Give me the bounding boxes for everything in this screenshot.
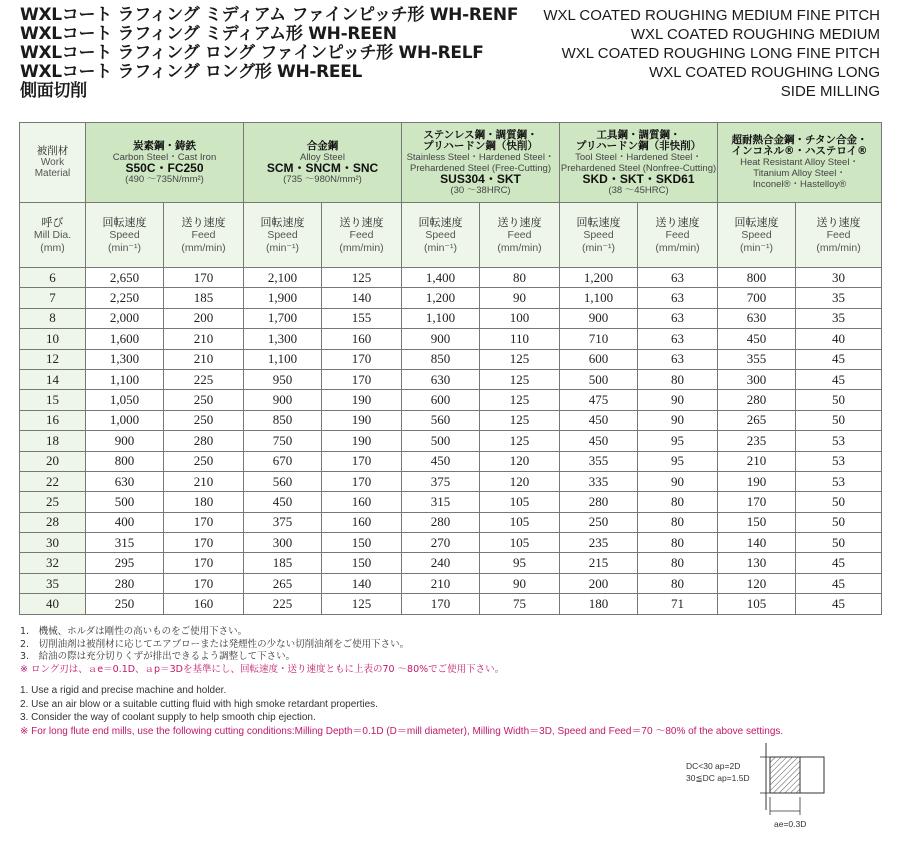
feed-cell: 30 (796, 268, 882, 288)
speed-cell: 700 (718, 288, 796, 308)
speed-cell: 450 (560, 431, 638, 451)
title-en-1: WXL COATED ROUGHING MEDIUM FINE PITCH (543, 7, 880, 24)
speed-cell: 240 (402, 553, 480, 573)
cutting-conditions-table (19, 122, 882, 615)
speed-cell: 190 (718, 471, 796, 491)
feed-cell: 90 (638, 410, 718, 430)
feed-cell: 53 (796, 451, 882, 471)
speed-cell: 1,100 (86, 369, 164, 389)
work-material-header: 被削材 Work Material (20, 123, 86, 203)
speed-cell: 1,100 (402, 308, 480, 328)
cutting-depth-svg (684, 735, 834, 835)
speed-cell: 900 (86, 431, 164, 451)
title-en-5: SIDE MILLING (780, 83, 880, 100)
diagram-ae: ae=0.3D (774, 819, 807, 829)
feed-cell: 140 (322, 573, 402, 593)
feed-cell: 185 (164, 288, 244, 308)
material-header-alloy-steel: 合金鋼 Alloy Steel SCM・SNCM・SNC (735 ～980N/mm²) (244, 123, 402, 203)
speed-cell: 1,200 (402, 288, 480, 308)
speed-cell: 710 (560, 329, 638, 349)
note-en-1: 1. Use a rigid and precise machine and holder. (20, 685, 227, 696)
speed-cell: 105 (718, 594, 796, 614)
speed-cell: 280 (560, 492, 638, 512)
speed-cell: 800 (86, 451, 164, 471)
feed-cell: 50 (796, 533, 882, 553)
table-row (20, 431, 882, 451)
feed-cell: 190 (322, 410, 402, 430)
table-row (20, 553, 882, 573)
note-en-long-flute: ※ For long flute end mills, use the following cutting conditions:Milling Depth＝0.1D (D＝mill diameter), Milling Width＝3D, Speed and Feed＝70 ～80% of the above settings. (20, 725, 784, 737)
feed-cell: 71 (638, 594, 718, 614)
feed-cell: 125 (322, 594, 402, 614)
feed-cell: 53 (796, 471, 882, 491)
feed-cell: 170 (322, 451, 402, 471)
mill-dia-cell: 10 (20, 329, 86, 349)
speed-cell: 450 (402, 451, 480, 471)
speed-cell: 225 (244, 594, 322, 614)
speed-cell: 900 (402, 329, 480, 349)
feed-cell: 50 (796, 410, 882, 430)
speed-cell: 500 (402, 431, 480, 451)
speed-cell: 1,700 (244, 308, 322, 328)
feed-cell: 45 (796, 553, 882, 573)
feed-cell: 170 (164, 512, 244, 532)
speed-cell: 850 (402, 349, 480, 369)
feed-cell: 120 (480, 471, 560, 491)
table-row (20, 390, 882, 410)
mill-dia-cell: 6 (20, 268, 86, 288)
feed-cell: 170 (164, 533, 244, 553)
feed-cell: 80 (638, 512, 718, 532)
feed-cell: 45 (796, 369, 882, 389)
feed-cell: 90 (638, 471, 718, 491)
feed-cell: 210 (164, 471, 244, 491)
speed-cell: 250 (86, 594, 164, 614)
speed-cell: 1,050 (86, 390, 164, 410)
speed-cell: 170 (718, 492, 796, 512)
speed-cell: 280 (86, 573, 164, 593)
table-row (20, 471, 882, 491)
title-jp-2: WXLコート ラフィング ミディアム形 WH-REEN (20, 24, 397, 44)
mill-dia-cell: 32 (20, 553, 86, 573)
title-en-4: WXL COATED ROUGHING LONG (649, 64, 880, 81)
speed-cell: 375 (244, 512, 322, 532)
speed-cell: 210 (718, 451, 796, 471)
feed-header: 送り速度 Feed (mm/min) (638, 203, 718, 268)
speed-cell: 120 (718, 573, 796, 593)
speed-cell: 265 (718, 410, 796, 430)
speed-cell: 130 (718, 553, 796, 573)
feed-cell: 200 (164, 308, 244, 328)
speed-cell: 1,000 (86, 410, 164, 430)
speed-cell: 950 (244, 369, 322, 389)
mill-dia-cell: 40 (20, 594, 86, 614)
speed-cell: 800 (718, 268, 796, 288)
feed-cell: 105 (480, 533, 560, 553)
speed-cell: 1,900 (244, 288, 322, 308)
speed-cell: 560 (244, 471, 322, 491)
mill-dia-header: 呼び Mill Dia. (mm) (20, 203, 86, 268)
title-jp-4: WXLコート ラフィング ロング形 WH-REEL (20, 62, 363, 82)
feed-cell: 120 (480, 451, 560, 471)
speed-cell: 500 (560, 369, 638, 389)
material-header-tool-steel: 工具鋼・調質鋼・ プリハードン鋼（非快削） Tool Steel・Hardened Steel・ Prehardened Steel (Nonfree-Cutting) SKD・SKT・SKD61 (38 ～45HRC) (560, 123, 718, 203)
speed-cell: 180 (560, 594, 638, 614)
speed-cell: 280 (402, 512, 480, 532)
feed-cell: 50 (796, 390, 882, 410)
mill-dia-cell: 28 (20, 512, 86, 532)
speed-cell: 630 (402, 369, 480, 389)
feed-header: 送り速度 Feed (mm/min) (164, 203, 244, 268)
feed-cell: 190 (322, 431, 402, 451)
speed-cell: 2,650 (86, 268, 164, 288)
feed-cell: 150 (322, 533, 402, 553)
mill-dia-cell: 20 (20, 451, 86, 471)
feed-cell: 160 (322, 329, 402, 349)
feed-cell: 63 (638, 329, 718, 349)
title-jp-1: WXLコート ラフィング ミディアム ファインピッチ形 WH-RENF (20, 5, 519, 25)
speed-cell: 215 (560, 553, 638, 573)
speed-header: 回転速度 Speed (min⁻¹) (86, 203, 164, 268)
title-jp-3: WXLコート ラフィング ロング ファインピッチ形 WH-RELF (20, 43, 484, 63)
feed-cell: 125 (480, 410, 560, 430)
table-row (20, 288, 882, 308)
feed-cell: 180 (164, 492, 244, 512)
feed-cell: 75 (480, 594, 560, 614)
speed-cell: 500 (86, 492, 164, 512)
speed-cell: 2,100 (244, 268, 322, 288)
title-en-2: WXL COATED ROUGHING MEDIUM (630, 26, 880, 43)
speed-cell: 600 (560, 349, 638, 369)
mill-dia-cell: 18 (20, 431, 86, 451)
speed-cell: 400 (86, 512, 164, 532)
diagram-ap-large: 30≦DC ap=1.5D (686, 773, 750, 783)
workpiece-hatch (770, 757, 800, 793)
feed-cell: 50 (796, 492, 882, 512)
speed-cell: 1,300 (244, 329, 322, 349)
table-row (20, 533, 882, 553)
title-block-jp (20, 6, 518, 101)
feed-cell: 155 (322, 308, 402, 328)
speed-cell: 265 (244, 573, 322, 593)
title-en-3: WXL COATED ROUGHING LONG FINE PITCH (561, 45, 880, 62)
speed-cell: 450 (718, 329, 796, 349)
speed-cell: 630 (718, 308, 796, 328)
speed-cell: 315 (86, 533, 164, 553)
speed-header: 回転速度 Speed (min⁻¹) (244, 203, 322, 268)
feed-cell: 170 (164, 553, 244, 573)
speed-cell: 235 (718, 431, 796, 451)
speed-cell: 600 (402, 390, 480, 410)
material-header-stainless: ステンレス鋼・調質鋼・ プリハードン鋼（快削） Stainless Steel・Hardened Steel・ Prehardened Steel (Free-Cutting) SUS304・SKT (30 ～38HRC) (402, 123, 560, 203)
mill-dia-cell: 35 (20, 573, 86, 593)
feed-cell: 95 (638, 451, 718, 471)
feed-cell: 45 (796, 573, 882, 593)
feed-cell: 125 (322, 268, 402, 288)
mill-dia-cell: 25 (20, 492, 86, 512)
speed-cell: 900 (244, 390, 322, 410)
speed-cell: 1,200 (560, 268, 638, 288)
feed-header: 送り速度 Feed (mm/min) (796, 203, 882, 268)
mill-dia-cell: 8 (20, 308, 86, 328)
speed-cell: 235 (560, 533, 638, 553)
speed-cell: 1,100 (244, 349, 322, 369)
conditions-body (20, 268, 882, 615)
feed-header: 送り速度 Feed (mm/min) (480, 203, 560, 268)
notes-jp (20, 626, 504, 676)
feed-cell: 125 (480, 369, 560, 389)
speed-cell: 2,250 (86, 288, 164, 308)
speed-cell: 850 (244, 410, 322, 430)
table-row (20, 451, 882, 471)
feed-cell: 160 (322, 492, 402, 512)
speed-cell: 355 (560, 451, 638, 471)
feed-cell: 80 (480, 268, 560, 288)
feed-cell: 170 (322, 349, 402, 369)
note-jp-3: 3. 給油の際は充分切りくずが排出できるよう調整して下さい。 (20, 651, 296, 662)
speed-cell: 630 (86, 471, 164, 491)
speed-cell: 280 (718, 390, 796, 410)
diagram-ap-small: DC<30 ap=2D (686, 761, 741, 771)
title-jp-5: 側面切削 (20, 81, 87, 101)
table-row (20, 573, 882, 593)
speed-cell: 140 (718, 533, 796, 553)
feed-cell: 63 (638, 349, 718, 369)
table-row (20, 594, 882, 614)
table-row (20, 308, 882, 328)
feed-cell: 160 (322, 512, 402, 532)
speed-header: 回転速度 Speed (min⁻¹) (718, 203, 796, 268)
speed-cell: 300 (244, 533, 322, 553)
feed-cell: 80 (638, 553, 718, 573)
speed-header: 回転速度 Speed (min⁻¹) (560, 203, 638, 268)
feed-cell: 140 (322, 288, 402, 308)
table-row (20, 369, 882, 389)
feed-cell: 50 (796, 512, 882, 532)
feed-cell: 63 (638, 308, 718, 328)
mill-dia-cell: 15 (20, 390, 86, 410)
feed-header: 送り速度 Feed (mm/min) (322, 203, 402, 268)
feed-cell: 170 (322, 369, 402, 389)
notes-en (20, 684, 783, 738)
mill-dia-cell: 12 (20, 349, 86, 369)
feed-cell: 125 (480, 390, 560, 410)
feed-cell: 100 (480, 308, 560, 328)
feed-cell: 63 (638, 268, 718, 288)
feed-cell: 90 (480, 573, 560, 593)
speed-cell: 355 (718, 349, 796, 369)
table-row (20, 349, 882, 369)
feed-cell: 170 (164, 573, 244, 593)
feed-cell: 95 (638, 431, 718, 451)
speed-cell: 2,000 (86, 308, 164, 328)
feed-cell: 53 (796, 431, 882, 451)
feed-cell: 105 (480, 492, 560, 512)
feed-cell: 225 (164, 369, 244, 389)
speed-cell: 315 (402, 492, 480, 512)
speed-cell: 250 (560, 512, 638, 532)
speed-cell: 1,300 (86, 349, 164, 369)
speed-cell: 1,400 (402, 268, 480, 288)
feed-cell: 63 (638, 288, 718, 308)
feed-cell: 80 (638, 573, 718, 593)
removed-region (800, 757, 824, 793)
speed-cell: 670 (244, 451, 322, 471)
feed-cell: 210 (164, 349, 244, 369)
note-jp-long-flute: ※ ロング刃は、ａe＝0.1D、ａp＝3Dを基準にし、回転速度・送り速度ともに上表の70 ～80%でご使用下さい。 (20, 663, 505, 675)
speed-cell: 450 (244, 492, 322, 512)
feed-cell: 45 (796, 349, 882, 369)
feed-cell: 95 (480, 553, 560, 573)
feed-cell: 150 (322, 553, 402, 573)
table-row (20, 492, 882, 512)
feed-cell: 35 (796, 288, 882, 308)
mill-dia-cell: 30 (20, 533, 86, 553)
feed-cell: 160 (164, 594, 244, 614)
feed-cell: 105 (480, 512, 560, 532)
cutting-depth-diagram (684, 735, 834, 835)
speed-cell: 200 (560, 573, 638, 593)
speed-cell: 750 (244, 431, 322, 451)
feed-cell: 40 (796, 329, 882, 349)
feed-cell: 90 (480, 288, 560, 308)
mill-dia-cell: 7 (20, 288, 86, 308)
note-jp-1: 1. 機械、ホルダは剛性の高いものをご使用下さい。 (20, 626, 248, 637)
speed-cell: 375 (402, 471, 480, 491)
feed-cell: 125 (480, 349, 560, 369)
feed-cell: 90 (638, 390, 718, 410)
feed-cell: 250 (164, 451, 244, 471)
speed-cell: 300 (718, 369, 796, 389)
speed-cell: 150 (718, 512, 796, 532)
speed-cell: 270 (402, 533, 480, 553)
speed-cell: 295 (86, 553, 164, 573)
speed-cell: 210 (402, 573, 480, 593)
mill-dia-cell: 16 (20, 410, 86, 430)
speed-cell: 1,600 (86, 329, 164, 349)
speed-cell: 450 (560, 410, 638, 430)
material-header-carbon-steel: 炭素鋼・鋳鉄 Carbon Steel・Cast Iron S50C・FC250 (490 ～735N/mm²) (86, 123, 244, 203)
table-row (20, 329, 882, 349)
feed-cell: 280 (164, 431, 244, 451)
feed-cell: 110 (480, 329, 560, 349)
note-en-3: 3. Consider the way of coolant supply to help smooth chip ejection. (20, 712, 316, 723)
speed-cell: 1,100 (560, 288, 638, 308)
feed-cell: 45 (796, 594, 882, 614)
speed-cell: 185 (244, 553, 322, 573)
feed-cell: 80 (638, 492, 718, 512)
feed-cell: 190 (322, 390, 402, 410)
feed-cell: 170 (164, 268, 244, 288)
speed-cell: 900 (560, 308, 638, 328)
material-header-heat-resistant: 超耐熱合金鋼・チタン合金・ インコネル®・ハステロイ® Heat Resistant Alloy Steel・ Titanium Alloy Steel・ Inconel®・Hastelloy® (718, 123, 882, 203)
feed-cell: 125 (480, 431, 560, 451)
speed-cell: 170 (402, 594, 480, 614)
feed-cell: 80 (638, 533, 718, 553)
feed-cell: 170 (322, 471, 402, 491)
speed-cell: 335 (560, 471, 638, 491)
table-row (20, 512, 882, 532)
table-row (20, 268, 882, 288)
feed-cell: 210 (164, 329, 244, 349)
title-block-en (543, 6, 880, 101)
feed-cell: 250 (164, 390, 244, 410)
table-row (20, 410, 882, 430)
mill-dia-cell: 14 (20, 369, 86, 389)
speed-header: 回転速度 Speed (min⁻¹) (402, 203, 480, 268)
feed-cell: 80 (638, 369, 718, 389)
speed-cell: 560 (402, 410, 480, 430)
note-jp-2: 2. 切削油剤は被削材に応じてエアブローまたは発煙性の少ない切削油剤をご使用下さい。 (20, 638, 410, 650)
speed-cell: 475 (560, 390, 638, 410)
feed-cell: 35 (796, 308, 882, 328)
note-en-2: 2. Use an air blow or a suitable cutting fluid with high smoke retardant properties. (20, 698, 378, 710)
mill-dia-cell: 22 (20, 471, 86, 491)
feed-cell: 250 (164, 410, 244, 430)
